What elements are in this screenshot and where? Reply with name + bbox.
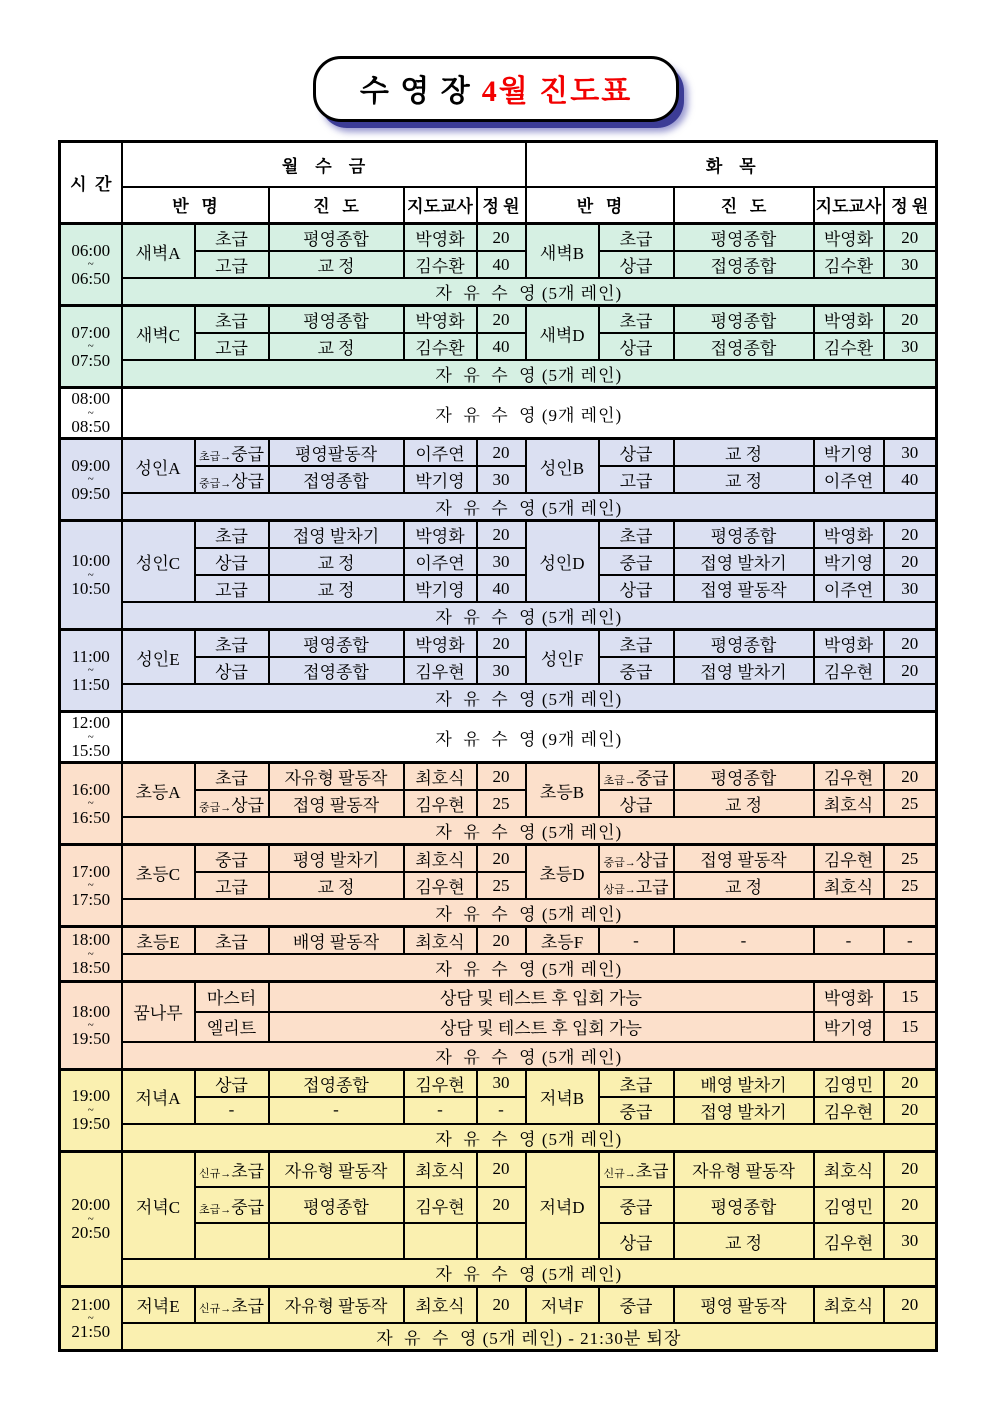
time-slot: 18:00 ~ 18:50 bbox=[60, 927, 122, 982]
cell-level: 중급 bbox=[195, 845, 269, 873]
free-swim-row: 자 유 수 영 (5개 레인) bbox=[122, 602, 937, 630]
class-name: 저녁B bbox=[526, 1069, 599, 1124]
free-swim-row: 자 유 수 영 (5개 레인) bbox=[122, 1124, 937, 1152]
cell-progress: 배영 팔동작 bbox=[269, 927, 404, 955]
cell-capacity: 25 bbox=[477, 872, 526, 899]
free-swim-row: 자 유 수 영 (9개 레인) bbox=[122, 712, 937, 763]
class-name: 초등C bbox=[122, 845, 195, 900]
cell-teacher: 김우현 bbox=[404, 790, 477, 817]
header-capacity: 정 원 bbox=[884, 187, 937, 224]
cell-consult-note: 상담 및 테스트 후 입회 가능 bbox=[269, 982, 814, 1012]
cell-level: 중급 bbox=[599, 548, 674, 575]
cell-level: 초급 bbox=[195, 927, 269, 955]
time-slot: 06:00 ~ 06:50 bbox=[60, 224, 122, 306]
cell-teacher: 김우현 bbox=[404, 1069, 477, 1097]
cell-teacher: 김우현 bbox=[404, 657, 477, 684]
cell-progress: 평영종합 bbox=[674, 306, 814, 334]
cell-teacher: 김수환 bbox=[814, 251, 884, 278]
cell-teacher: 김우현 bbox=[404, 1187, 477, 1223]
cell-progress: 평영종합 bbox=[269, 224, 404, 252]
class-name: 저녁E bbox=[122, 1287, 195, 1323]
cell-capacity: 30 bbox=[884, 1223, 937, 1259]
cell-level: 초급 bbox=[599, 306, 674, 334]
time-slot: 10:00 ~ 10:50 bbox=[60, 521, 122, 630]
cell-progress: 교 정 bbox=[269, 251, 404, 278]
cell-level: 상급 bbox=[599, 790, 674, 817]
title-accent-text: 4월 진도표 bbox=[481, 75, 633, 108]
cell-capacity bbox=[477, 1223, 526, 1259]
class-name: 성인B bbox=[526, 439, 599, 494]
cell-capacity: 20 bbox=[884, 548, 937, 575]
cell-progress: 평영팔동작 bbox=[269, 439, 404, 467]
cell-level: 중급 bbox=[599, 1287, 674, 1323]
cell-level: 상급 bbox=[599, 333, 674, 360]
header-teacher: 지도교사 bbox=[814, 187, 884, 224]
cell-teacher: 박영화 bbox=[814, 630, 884, 658]
time-slot: 19:00 ~ 19:50 bbox=[60, 1069, 122, 1151]
cell-capacity: 40 bbox=[884, 466, 937, 493]
cell-progress: 접영종합 bbox=[269, 657, 404, 684]
cell-level: 고급 bbox=[195, 872, 269, 899]
block-0900 bbox=[60, 439, 937, 521]
cell-level: 초급 bbox=[195, 763, 269, 791]
cell-level: 엘리트 bbox=[195, 1012, 269, 1042]
block-2000 bbox=[60, 1151, 937, 1287]
header-teacher: 지도교사 bbox=[404, 187, 477, 224]
cell-level: 고급 bbox=[599, 466, 674, 493]
cell-level: 초급 bbox=[195, 224, 269, 252]
cell-capacity: 30 bbox=[884, 439, 937, 467]
cell-capacity: - bbox=[477, 1097, 526, 1124]
cell-progress: 교 정 bbox=[674, 1223, 814, 1259]
cell-progress: - bbox=[674, 927, 814, 955]
free-swim-row: 자 유 수 영 (5개 레인) bbox=[122, 1042, 937, 1070]
cell-teacher: 김우현 bbox=[814, 763, 884, 791]
cell-capacity: 15 bbox=[884, 1012, 937, 1042]
cell-capacity: 20 bbox=[477, 763, 526, 791]
cell-progress: 교 정 bbox=[269, 548, 404, 575]
title-pill bbox=[313, 56, 679, 122]
cell-teacher: 박영화 bbox=[814, 982, 884, 1012]
cell-capacity: 20 bbox=[884, 1287, 937, 1323]
header-class-name: 반 명 bbox=[122, 187, 269, 224]
cell-teacher: 박영화 bbox=[404, 306, 477, 334]
cell-progress: 접영종합 bbox=[269, 466, 404, 493]
free-swim-row: 자 유 수 영 (5개 레인) bbox=[122, 493, 937, 521]
cell-progress: 평영종합 bbox=[269, 1187, 404, 1223]
cell-progress: 평영 발차기 bbox=[269, 845, 404, 873]
cell-progress: 평영종합 bbox=[674, 224, 814, 252]
cell-teacher: 박기영 bbox=[404, 575, 477, 602]
cell-level: 고급 bbox=[195, 251, 269, 278]
cell-progress: 교 정 bbox=[269, 575, 404, 602]
free-swim-row: 자 유 수 영 (5개 레인) bbox=[122, 684, 937, 712]
free-swim-row: 자 유 수 영 (5개 레인) bbox=[122, 817, 937, 845]
cell-progress: 접영 팔동작 bbox=[674, 575, 814, 602]
cell-capacity: 20 bbox=[477, 927, 526, 955]
cell-capacity: 20 bbox=[884, 224, 937, 252]
cell-level: 중급→상급 bbox=[599, 845, 674, 873]
cell-progress: 교 정 bbox=[674, 466, 814, 493]
cell-capacity: 20 bbox=[884, 306, 937, 334]
cell-capacity: 20 bbox=[477, 1287, 526, 1323]
cell-capacity: 25 bbox=[884, 845, 937, 873]
cell-capacity: 30 bbox=[477, 466, 526, 493]
block-0700 bbox=[60, 306, 937, 388]
cell-capacity: 20 bbox=[884, 763, 937, 791]
class-name: 초등F bbox=[526, 927, 599, 955]
cell-level: 중급→상급 bbox=[195, 466, 269, 493]
time-slot: 08:00 ~ 08:50 bbox=[60, 388, 122, 439]
cell-teacher: 김수환 bbox=[404, 251, 477, 278]
time-slot: 11:00 ~ 11:50 bbox=[60, 630, 122, 712]
cell-capacity: 25 bbox=[884, 790, 937, 817]
cell-capacity: 30 bbox=[884, 251, 937, 278]
header-mon-wed-fri: 월 수 금 bbox=[122, 142, 526, 187]
time-slot: 21:00 ~ 21:50 bbox=[60, 1287, 122, 1351]
cell-level: 고급 bbox=[195, 575, 269, 602]
cell-teacher: - bbox=[814, 927, 884, 955]
cell-level bbox=[195, 1223, 269, 1259]
cell-teacher: 김수환 bbox=[814, 333, 884, 360]
cell-progress: 접영 발차기 bbox=[674, 548, 814, 575]
cell-teacher: 김수환 bbox=[404, 333, 477, 360]
class-name: 성인F bbox=[526, 630, 599, 685]
class-name: 성인A bbox=[122, 439, 195, 494]
block-1900 bbox=[60, 1069, 937, 1151]
cell-teacher: 김우현 bbox=[814, 1097, 884, 1124]
cell-level: - bbox=[599, 927, 674, 955]
cell-teacher: 최호식 bbox=[404, 1151, 477, 1187]
cell-teacher: 김우현 bbox=[404, 872, 477, 899]
cell-level: 중급 bbox=[599, 1187, 674, 1223]
cell-progress: 자유형 팔동작 bbox=[674, 1151, 814, 1187]
cell-capacity: 20 bbox=[477, 439, 526, 467]
block-0800 bbox=[60, 388, 937, 439]
cell-level: 신규→초급 bbox=[599, 1151, 674, 1187]
header-progress: 진 도 bbox=[674, 187, 814, 224]
time-slot: 18:00 ~ 19:50 bbox=[60, 982, 122, 1070]
cell-capacity: 30 bbox=[477, 548, 526, 575]
cell-teacher: 김우현 bbox=[814, 657, 884, 684]
block-dream bbox=[60, 982, 937, 1070]
cell-level: 고급 bbox=[195, 333, 269, 360]
cell-teacher: 최호식 bbox=[404, 927, 477, 955]
class-name: 새벽C bbox=[122, 306, 195, 361]
class-name: 초등D bbox=[526, 845, 599, 900]
class-name: 저녁F bbox=[526, 1287, 599, 1323]
cell-capacity: - bbox=[884, 927, 937, 955]
cell-teacher: 최호식 bbox=[404, 1287, 477, 1323]
block-1200 bbox=[60, 712, 937, 763]
block-1600 bbox=[60, 763, 937, 845]
class-name: 성인D bbox=[526, 521, 599, 603]
cell-capacity: 20 bbox=[477, 521, 526, 549]
cell-teacher: 박영화 bbox=[814, 224, 884, 252]
time-slot: 12:00 ~ 15:50 bbox=[60, 712, 122, 763]
cell-teacher: 박기영 bbox=[814, 1012, 884, 1042]
class-name: 저녁D bbox=[526, 1151, 599, 1259]
cell-level: 마스터 bbox=[195, 982, 269, 1012]
cell-teacher: 이주연 bbox=[814, 575, 884, 602]
cell-teacher: 김영민 bbox=[814, 1187, 884, 1223]
class-name: 저녁A bbox=[122, 1069, 195, 1124]
cell-teacher: 이주연 bbox=[404, 439, 477, 467]
cell-capacity: 20 bbox=[884, 657, 937, 684]
cell-progress: 평영 팔동작 bbox=[674, 1287, 814, 1323]
class-name: 새벽A bbox=[122, 224, 195, 279]
cell-progress: 접영 팔동작 bbox=[269, 790, 404, 817]
table-header bbox=[60, 142, 937, 224]
block-1700 bbox=[60, 845, 937, 927]
cell-level: 초급 bbox=[195, 630, 269, 658]
cell-capacity: 20 bbox=[477, 306, 526, 334]
cell-capacity: 40 bbox=[477, 333, 526, 360]
cell-level: 초급 bbox=[599, 1069, 674, 1097]
block-1000 bbox=[60, 521, 937, 630]
header-time: 시 간 bbox=[60, 142, 122, 224]
cell-level: 초급 bbox=[599, 224, 674, 252]
cell-progress: 접영 팔동작 bbox=[674, 845, 814, 873]
cell-capacity: 15 bbox=[884, 982, 937, 1012]
cell-level: 초급 bbox=[599, 521, 674, 549]
schedule-table bbox=[58, 140, 938, 1352]
cell-capacity: 30 bbox=[477, 1069, 526, 1097]
cell-teacher: 최호식 bbox=[814, 790, 884, 817]
cell-capacity: 20 bbox=[477, 1151, 526, 1187]
class-name: 초등E bbox=[122, 927, 195, 955]
cell-teacher: 박영화 bbox=[404, 224, 477, 252]
block-1800 bbox=[60, 927, 937, 982]
free-swim-row: 자 유 수 영 (5개 레인) bbox=[122, 899, 937, 927]
cell-teacher: 김우현 bbox=[814, 1223, 884, 1259]
cell-progress: 접영 발차기 bbox=[269, 521, 404, 549]
cell-level: 초급 bbox=[599, 630, 674, 658]
cell-progress: 교 정 bbox=[269, 872, 404, 899]
cell-teacher: 최호식 bbox=[404, 763, 477, 791]
block-2100 bbox=[60, 1287, 937, 1351]
cell-level: 상급→고급 bbox=[599, 872, 674, 899]
cell-progress: 접영종합 bbox=[674, 333, 814, 360]
cell-level: 상급 bbox=[599, 1223, 674, 1259]
time-slot: 09:00 ~ 09:50 bbox=[60, 439, 122, 521]
class-name: 새벽B bbox=[526, 224, 599, 279]
class-name: 꿈나무 bbox=[122, 982, 195, 1042]
cell-level: 신규→초급 bbox=[195, 1151, 269, 1187]
cell-progress: 접영 발차기 bbox=[674, 1097, 814, 1124]
cell-level: 중급 bbox=[599, 657, 674, 684]
header-tue-thu: 화 목 bbox=[526, 142, 937, 187]
cell-capacity: 20 bbox=[477, 1187, 526, 1223]
cell-progress: 평영종합 bbox=[674, 521, 814, 549]
cell-teacher: 최호식 bbox=[404, 845, 477, 873]
cell-capacity: 25 bbox=[477, 790, 526, 817]
cell-level: 신규→초급 bbox=[195, 1287, 269, 1323]
cell-teacher: 김영민 bbox=[814, 1069, 884, 1097]
cell-progress: 접영종합 bbox=[269, 1069, 404, 1097]
cell-capacity: 20 bbox=[884, 1151, 937, 1187]
header-progress: 진 도 bbox=[269, 187, 404, 224]
cell-progress: - bbox=[269, 1097, 404, 1124]
cell-progress: 배영 발차기 bbox=[674, 1069, 814, 1097]
cell-capacity: 20 bbox=[477, 845, 526, 873]
cell-progress: 교 정 bbox=[674, 439, 814, 467]
cell-capacity: 25 bbox=[884, 872, 937, 899]
cell-teacher: 김우현 bbox=[814, 845, 884, 873]
cell-level: 초급→중급 bbox=[195, 1187, 269, 1223]
cell-teacher: 박기영 bbox=[814, 439, 884, 467]
cell-teacher: 박기영 bbox=[814, 548, 884, 575]
cell-teacher: 최호식 bbox=[814, 872, 884, 899]
class-name: 저녁C bbox=[122, 1151, 195, 1259]
cell-capacity: 20 bbox=[884, 1187, 937, 1223]
free-swim-row: 자 유 수 영 (5개 레인) bbox=[122, 1259, 937, 1287]
cell-level: - bbox=[195, 1097, 269, 1124]
cell-progress: 평영종합 bbox=[674, 630, 814, 658]
class-name: 성인C bbox=[122, 521, 195, 603]
cell-progress: 접영 발차기 bbox=[674, 657, 814, 684]
cell-teacher: 박영화 bbox=[814, 521, 884, 549]
cell-level: 중급→상급 bbox=[195, 790, 269, 817]
cell-teacher: 최호식 bbox=[814, 1151, 884, 1187]
cell-level: 상급 bbox=[599, 251, 674, 278]
cell-progress: 평영종합 bbox=[674, 763, 814, 791]
class-name: 초등B bbox=[526, 763, 599, 818]
cell-capacity: 20 bbox=[477, 224, 526, 252]
class-name: 초등A bbox=[122, 763, 195, 818]
block-0600 bbox=[60, 224, 937, 306]
cell-level: 상급 bbox=[195, 657, 269, 684]
cell-capacity: 20 bbox=[884, 630, 937, 658]
cell-progress: 교 정 bbox=[674, 872, 814, 899]
cell-progress: 평영종합 bbox=[674, 1187, 814, 1223]
cell-progress: 평영종합 bbox=[269, 630, 404, 658]
title-text: 수 영 장 bbox=[359, 75, 472, 108]
cell-teacher bbox=[404, 1223, 477, 1259]
cell-level: 초급→중급 bbox=[195, 439, 269, 467]
cell-consult-note: 상담 및 테스트 후 입회 가능 bbox=[269, 1012, 814, 1042]
cell-progress: 교 정 bbox=[269, 333, 404, 360]
cell-level: 초급 bbox=[195, 306, 269, 334]
cell-level: 상급 bbox=[599, 439, 674, 467]
page-title bbox=[0, 56, 992, 122]
header-capacity: 정 원 bbox=[477, 187, 526, 224]
cell-level: 상급 bbox=[195, 548, 269, 575]
cell-progress: 평영종합 bbox=[269, 306, 404, 334]
cell-level: 중급 bbox=[599, 1097, 674, 1124]
cell-capacity: 30 bbox=[884, 333, 937, 360]
cell-teacher: 박기영 bbox=[404, 466, 477, 493]
cell-capacity: 20 bbox=[884, 1069, 937, 1097]
cell-teacher: 이주연 bbox=[814, 466, 884, 493]
cell-teacher: 이주연 bbox=[404, 548, 477, 575]
cell-progress: 교 정 bbox=[674, 790, 814, 817]
time-slot: 20:00 ~ 20:50 bbox=[60, 1151, 122, 1287]
header-class-name: 반 명 bbox=[526, 187, 674, 224]
time-slot: 07:00 ~ 07:50 bbox=[60, 306, 122, 388]
cell-capacity: 20 bbox=[884, 1097, 937, 1124]
block-1100 bbox=[60, 630, 937, 712]
free-swim-row: 자 유 수 영 (5개 레인) - 21:30분 퇴장 bbox=[122, 1323, 937, 1351]
time-slot: 17:00 ~ 17:50 bbox=[60, 845, 122, 927]
cell-level: 상급 bbox=[599, 575, 674, 602]
free-swim-row: 자 유 수 영 (5개 레인) bbox=[122, 278, 937, 306]
cell-capacity: 40 bbox=[477, 575, 526, 602]
cell-progress bbox=[269, 1223, 404, 1259]
cell-level: 상급 bbox=[195, 1069, 269, 1097]
cell-capacity: 40 bbox=[477, 251, 526, 278]
cell-level: 초급→중급 bbox=[599, 763, 674, 791]
cell-capacity: 20 bbox=[884, 521, 937, 549]
cell-teacher: 박영화 bbox=[814, 306, 884, 334]
cell-teacher: 박영화 bbox=[404, 630, 477, 658]
time-slot: 16:00 ~ 16:50 bbox=[60, 763, 122, 845]
cell-progress: 자유형 팔동작 bbox=[269, 1151, 404, 1187]
free-swim-row: 자 유 수 영 (5개 레인) bbox=[122, 360, 937, 388]
free-swim-row: 자 유 수 영 (9개 레인) bbox=[122, 388, 937, 439]
cell-progress: 접영종합 bbox=[674, 251, 814, 278]
cell-teacher: 박영화 bbox=[404, 521, 477, 549]
class-name: 성인E bbox=[122, 630, 195, 685]
free-swim-row: 자 유 수 영 (5개 레인) bbox=[122, 954, 937, 982]
cell-capacity: 20 bbox=[477, 630, 526, 658]
cell-progress: 자유형 팔동작 bbox=[269, 763, 404, 791]
cell-capacity: 30 bbox=[477, 657, 526, 684]
cell-capacity: 30 bbox=[884, 575, 937, 602]
cell-teacher: 최호식 bbox=[814, 1287, 884, 1323]
cell-level: 초급 bbox=[195, 521, 269, 549]
class-name: 새벽D bbox=[526, 306, 599, 361]
cell-progress: 자유형 팔동작 bbox=[269, 1287, 404, 1323]
cell-teacher: - bbox=[404, 1097, 477, 1124]
